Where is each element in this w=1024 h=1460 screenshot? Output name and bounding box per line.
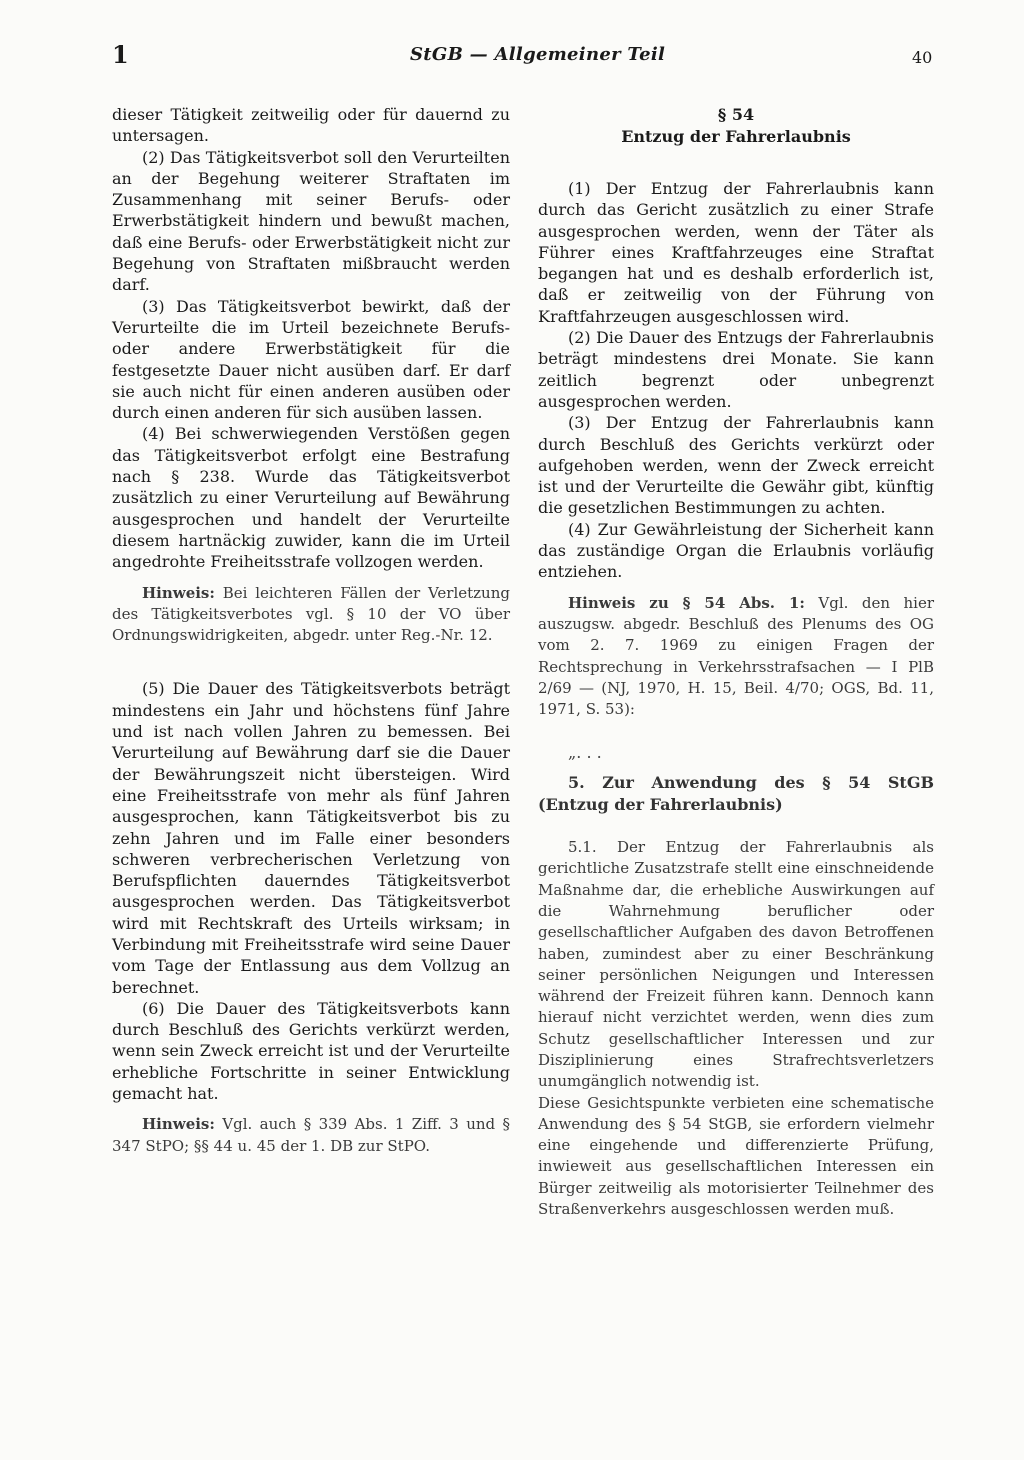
page-number: 40 [912,48,933,67]
section-54-paragraph-4: (4) Zur Gewährleistung der Sicherheit kann das zuständige Organ die Erlaubnis vorläufig entziehen. [538,519,934,582]
quoted-text [538,837,934,1220]
note-1-text: Bei leichteren Fällen der Verletzung des Tätigkeitsverbotes vgl. § 10 der VO über Ordnungswidrigkeiten, abgedr. unter Reg.-Nr. 12. [112,583,510,645]
section-54-paragraph-3: (3) Der Entzug der Fahrerlaubnis kann durch Beschluß des Gerichts verkürzt oder aufgehoben werden, wenn der Zweck erreicht ist und der Verurteilte die Gewähr gibt, künftig die gesetzlichen Bestimmungen zu achten. [538,413,934,518]
note-1-label: Hinweis: [142,583,215,602]
paragraph-4: (4) Bei schwerwiegenden Verstößen gegen das Tätigkeitsverbot erfolgt eine Bestrafung nach § 238. Wurde das Tätigkeitsverbot zusätzlich zu einer Verurteilung auf Bewährung ausgesprochen und handelt der Verurteilte diesem hartnäckig zuwider, kann die im Urteil angedrohte Freiheitsstrafe vollzogen werden. [112,424,510,572]
section-number: § 54 [717,105,755,124]
note-section-54-label: Hinweis zu § 54 Abs. 1: [568,593,805,612]
quoted-subheading: 5. Zur Anwendung des § 54 StGB (Entzug der Fahrerlaubnis) [538,773,934,814]
note-2-text: Vgl. auch § 339 Abs. 1 Ziff. 3 und § 347 StPO; §§ 44 u. 45 der 1. DB zur StPO. [112,1115,510,1155]
section-title: Entzug der Fahrerlaubnis [621,127,851,146]
note-section-54 [538,593,934,721]
quoted-paragraph-2: Diese Gesichtspunkte verbieten eine schematische Anwendung des § 54 StGB, sie erfordern vielmehr eine eingehende und differenzierte Prüfung, inwieweit aus gesellschaftlichen Interessen ein Bürger zeitweilig als motorisierter Teilnehmer des Straßenverkehrs ausgeschlossen werden muß. [538,1093,934,1219]
left-column [112,104,510,1157]
paragraph-6: (6) Die Dauer des Tätigkeitsverbots kann durch Beschluß des Gerichts verkürzt werden, wenn sein Zweck erreicht ist und der Verurteilte erhebliche Fortschritte in seiner Entwicklung gemacht hat. [112,998,510,1104]
paragraph-5: (5) Die Dauer des Tätigkeitsverbots beträgt mindestens ein Jahr und höchstens fünf Jahre und ist nach vollen Jahren zu bemessen. Bei Verurteilung auf Bewährung darf sie die Dauer der Bewährungszeit nicht übersteigen. Wird eine Freiheitsstrafe von mehr als fünf Jahren ausgesprochen, kann Tätigkeitsverbot bis zu zehn Jahren und im Falle einer besonders schweren verbrecherischen Verletzung von Berufspflichten dauerndes Tätigkeitsverbot ausgesprochen werden. Das Tätigkeitsverbot wird mit Rechtskraft des Urteils wirksam; in Verbindung mit Freiheitsstrafe wird seine Dauer vom Tage der Entlassung aus dem Vollzug an berechnet. [112,679,510,997]
quote-ellipsis: „. . . [568,743,602,763]
note-2 [112,1114,510,1157]
note-1 [112,583,510,647]
note-2-label: Hinweis: [142,1115,215,1134]
paragraph-continuation: dieser Tätigkeit zeitweilig oder für dauernd zu untersagen. [112,105,510,146]
chapter-number: 1 [112,40,129,69]
note-section-54-text: Vgl. den hier auszugsw. abgedr. Beschluß des Plenums des OG vom 2. 7. 1969 zu einigen Fragen der Rechtsprechung in Verkehrsstrafsachen — I PlB 2/69 — (NJ, 1970, H. 15, Beil. 4/70; OGS, Bd. 11, 1971, S. 53): [538,593,934,719]
right-column [538,104,934,1220]
paragraph-2: (2) Das Tätigkeitsverbot soll den Verurteilten an der Begehung weiterer Straftaten im Zusammenhang mit seiner Berufs- oder Erwerbstätigkeit hindern und bewußt machen, daß eine Berufs- oder Erwerbstätigkeit nicht zur Begehung von Straftaten mißbraucht werden darf. [112,147,510,295]
running-title: StGB — Allgemeiner Teil [410,44,666,65]
quoted-paragraph-1: 5.1. Der Entzug der Fahrerlaubnis als gerichtliche Zusatzstrafe stellt eine einschneidende Maßnahme dar, die erhebliche Auswirkungen auf die Wahrnehmung beruflicher oder gesellschaftlicher Aufgaben des davon Betroffenen haben, zumindest aber zu einer Beschränkung seiner persönlichen Neigungen und Interessen während der Freizeit führen kann. Dennoch kann hierauf nicht verzichtet werden, wenn dies zum Schutz gesellschaftlicher Interessen und zur Disziplinierung eines Strafrechtsverletzers unumgänglich notwendig ist. [538,838,934,1091]
section-54-paragraph-2: (2) Die Dauer des Entzugs der Fahrerlaubnis beträgt mindestens drei Monate. Sie kann zeitlich begrenzt oder unbegrenzt ausgesprochen werden. [538,328,934,411]
paragraph-3: (3) Das Tätigkeitsverbot bewirkt, daß der Verurteilte die im Urteil bezeichnete Berufs- oder andere Erwerbstätigkeit für die festgesetzte Dauer nicht ausüben darf. Er darf sie auch nicht für einen anderen ausüben oder durch einen anderen für sich ausüben lassen. [112,296,510,423]
section-54-paragraph-1: (1) Der Entzug der Fahrerlaubnis kann durch das Gericht zusätzlich zu einer Strafe ausgesprochen werden, wenn der Täter als Führer eines Kraftfahrzeuges eine Straftat begangen hat und es deshalb erforderlich ist, daß er zeitweilig von der Führung von Kraftfahrzeugen ausgeschlossen wird. [538,179,934,326]
